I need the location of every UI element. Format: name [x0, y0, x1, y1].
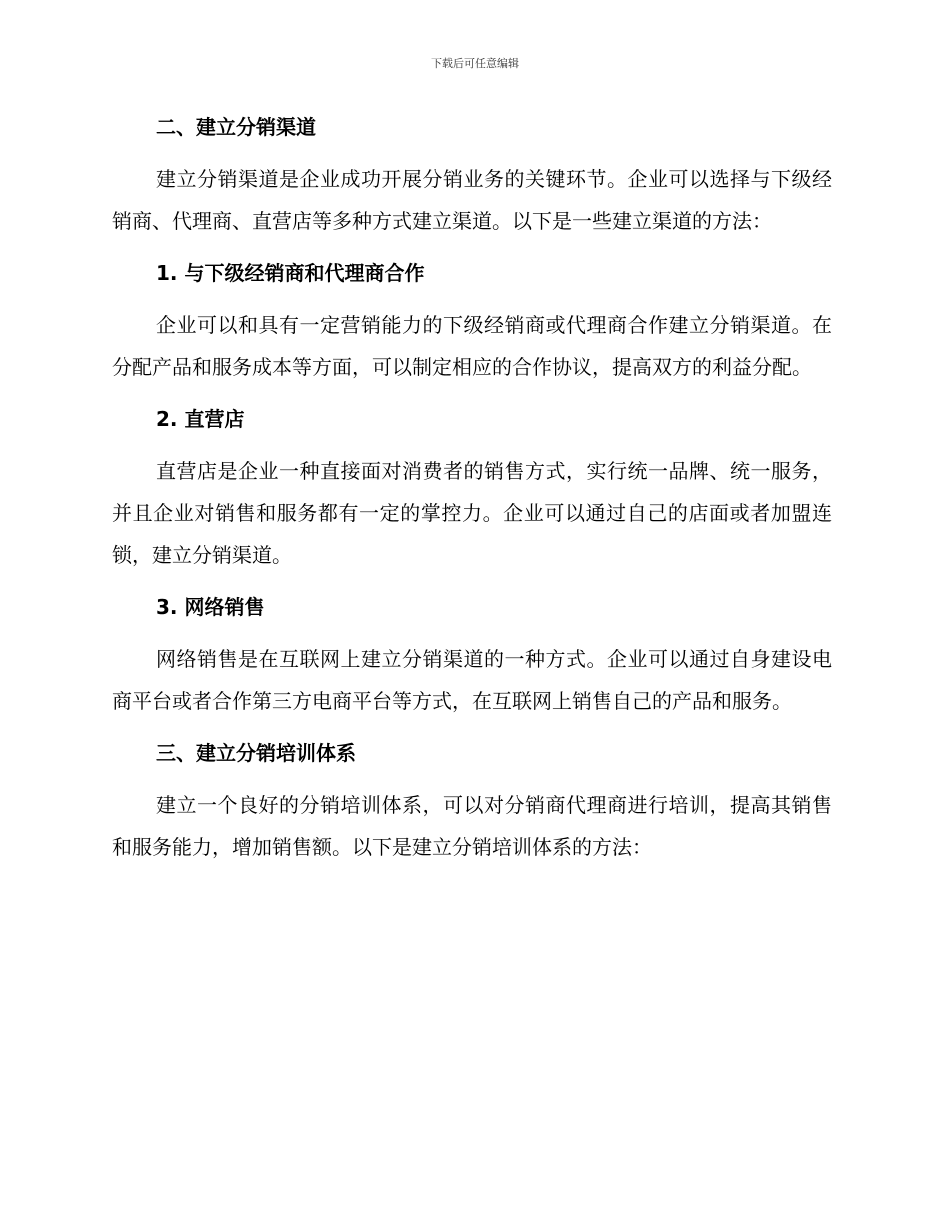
paragraph-direct-stores: 直营店是企业一种直接面对消费者的销售方式，实行统一品牌、统一服务，并且企业对销售和服务都有一定的掌控力。企业可以通过自己的店面或者加盟连锁，建立分销渠道。 — [112, 459, 832, 567]
header-note: 下载后可任意编辑 — [431, 57, 519, 70]
paragraph-dealers-agents: 企业可以和具有一定营销能力的下级经销商或代理商合作建立分销渠道。在分配产品和服务成本等方面，可以制定相应的合作协议，提高双方的利益分配。 — [112, 313, 832, 379]
paragraph-distribution-channels-intro: 建立分销渠道是企业成功开展分销业务的关键环节。企业可以选择与下级经销商、代理商、直营店等多种方式建立渠道。以下是一些建立渠道的方法： — [112, 167, 832, 233]
section-heading-training-system: 三、建立分销培训体系 — [156, 741, 356, 765]
spacer — [112, 774, 832, 784]
subheading-direct-stores: 2. 直营店 — [156, 407, 245, 431]
subheading-dealers-agents: 1. 与下级经销商和代理商合作 — [156, 261, 425, 285]
paragraph-training-system-intro: 建立一个良好的分销培训体系，可以对分销商代理商进行培训，提高其销售和服务能力，增加销售额。以下是建立分销培训体系的方法： — [112, 793, 832, 859]
subheading-online-sales: 3. 网络销售 — [156, 595, 265, 619]
spacer — [112, 294, 832, 304]
paragraph-online-sales: 网络销售是在互联网上建立分销渠道的一种方式。企业可以通过自身建设电商平台或者合作第三方电商平台等方式，在互联网上销售自己的产品和服务。 — [112, 647, 832, 713]
section-heading-distribution-channels: 二、建立分销渠道 — [156, 115, 316, 139]
document-body — [112, 106, 832, 878]
spacer — [112, 628, 832, 638]
spacer — [112, 440, 832, 450]
spacer — [112, 148, 832, 158]
